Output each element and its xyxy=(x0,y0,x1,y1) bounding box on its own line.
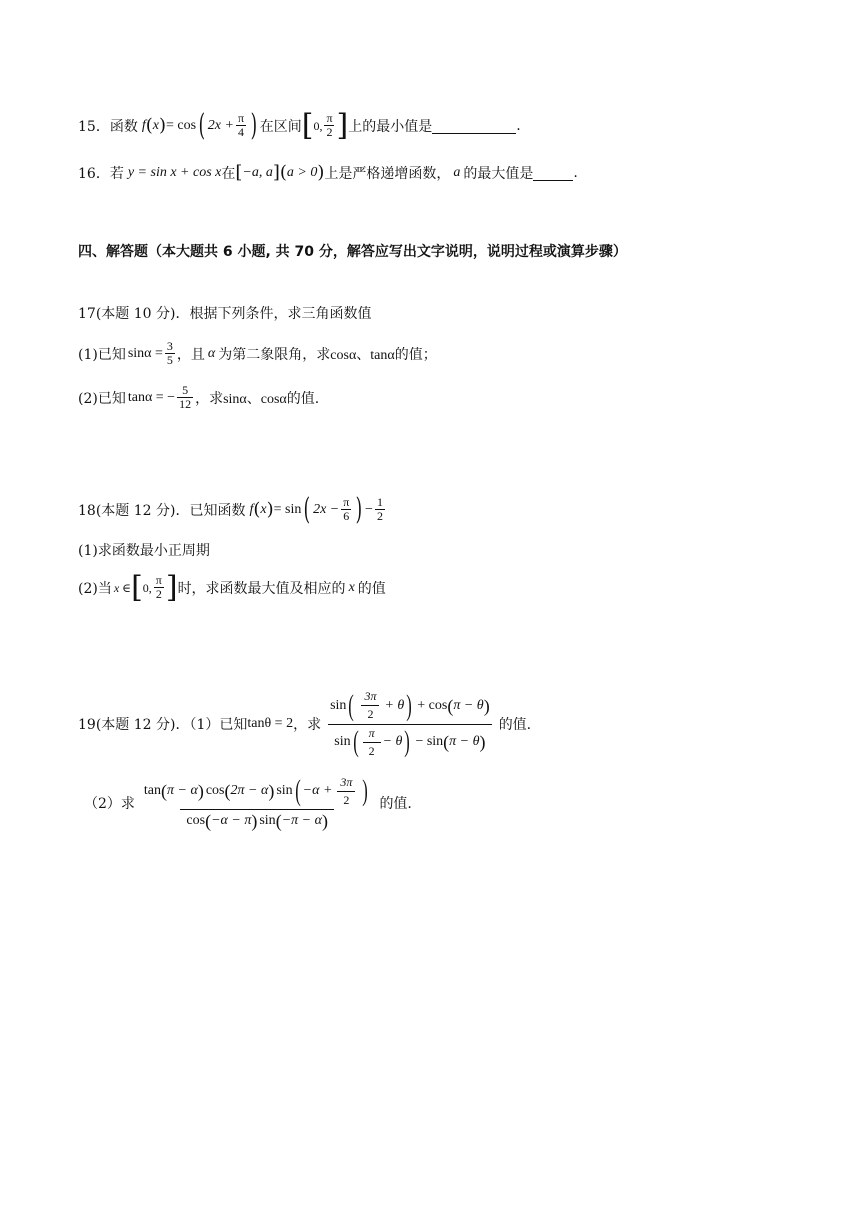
q15-pi-over-4 xyxy=(236,112,246,140)
q18-frac-den: 6 xyxy=(343,509,350,524)
q19-p2-tan-close: ) xyxy=(197,781,204,802)
q15-frac-den: 4 xyxy=(237,125,244,140)
q17-p2-num: 5 xyxy=(182,383,189,397)
q19-p2-3pi-over-2 xyxy=(334,776,358,808)
q19-p2-denominator xyxy=(180,809,334,830)
section-title: 四、解答题（本大题共 6 小题, 共 70 分，解答应写出文字说明，说明过程或演算步骤） xyxy=(78,244,627,260)
q18-bigparen-close: ) xyxy=(355,492,363,527)
q19-num-2: 2 xyxy=(361,705,379,722)
q16-paren-open: ( xyxy=(279,162,287,183)
q19-den-sin: sin xyxy=(334,734,351,750)
q17-p1-alpha: α xyxy=(207,346,216,361)
q19-num-cos-open: ( xyxy=(447,695,454,716)
q17-p1-b: ，且 xyxy=(176,347,205,363)
q17-p1-num: 3 xyxy=(166,339,173,353)
q18-head-a: 18(本题 12 分)．已知函数 xyxy=(78,503,246,519)
q19-p2-numerator xyxy=(138,776,377,810)
q15-mid: 在区间 xyxy=(259,119,302,135)
q15-frac-num: π xyxy=(237,111,245,125)
q15-bracket-open: [ xyxy=(301,108,314,143)
q19-den-minus-theta: − θ xyxy=(382,734,403,750)
q19-p2-d-sin-close: ) xyxy=(321,811,328,832)
q15-answer-blank[interactable] xyxy=(432,119,516,134)
q19-num-3pi: 3π xyxy=(364,688,377,703)
q15-frac2-den: 2 xyxy=(326,125,333,140)
q19-denominator xyxy=(328,724,491,759)
q15-bigparen-close: ) xyxy=(250,108,258,143)
q19-den-pi-minus-theta: π − θ xyxy=(449,734,480,750)
q19-p2-a: （2）求 xyxy=(84,796,135,812)
q19-num-paren-open: ( xyxy=(348,688,355,722)
q16-interval: −a, a xyxy=(242,165,273,180)
q19-num-3pi-over-2 xyxy=(358,690,382,722)
q18-p2-c: 的值 xyxy=(357,581,386,597)
q18-p2-den: 2 xyxy=(155,587,162,602)
q18-p2-pi-over-2 xyxy=(154,574,164,602)
q18-minus: − xyxy=(365,502,373,517)
q19-p2-d-arg1: −α − π xyxy=(211,813,252,829)
q17-p2-tan: tanα = − xyxy=(127,390,176,405)
q19-p2-tan-open: ( xyxy=(161,781,168,802)
q17-p2-a: (2)已知 xyxy=(78,391,126,407)
question-18-head xyxy=(78,490,387,530)
q16-end: . xyxy=(573,165,578,181)
q17-p2-den: 12 xyxy=(179,397,192,412)
q15-paren-close: ) xyxy=(158,115,166,136)
q18-f: f xyxy=(249,502,254,517)
q16-bracket-close: ] xyxy=(272,162,280,183)
question-18-part2 xyxy=(78,570,386,606)
q16-mid1: 在 xyxy=(221,166,236,182)
q19-den-2: 2 xyxy=(363,742,381,759)
q16-paren-close: ) xyxy=(317,162,325,183)
q18-paren-open: ( xyxy=(253,499,261,520)
q15-pi-over-2 xyxy=(324,112,334,140)
q15-number: 15． xyxy=(78,119,110,135)
q19-tail: 的值. xyxy=(498,717,532,733)
q18-half-num: 1 xyxy=(376,495,383,509)
q19-num-sin: sin xyxy=(330,697,347,713)
q17-p2-frac xyxy=(177,384,193,412)
q18-p2-a: (2)当 xyxy=(78,581,112,597)
q16-lead: 若 xyxy=(109,166,124,182)
q19-num-plus-cos: + cos xyxy=(417,697,448,713)
q17-p1-den: 5 xyxy=(166,353,173,368)
question-19-part2 xyxy=(84,770,412,836)
q18-p2-bracket-open: [ xyxy=(131,570,143,605)
q18-half-den: 2 xyxy=(376,509,383,524)
q19-p2-d-sin-open: ( xyxy=(275,811,282,832)
q19-den-paren-close: ) xyxy=(404,725,411,759)
question-17-part2 xyxy=(78,378,319,418)
q18-x: x xyxy=(260,502,267,517)
question-18-part1 xyxy=(78,539,210,561)
q19-den-sin-open: ( xyxy=(443,732,450,753)
q17-p1-e: 的值； xyxy=(394,347,437,363)
q18-p2-num: π xyxy=(155,573,162,587)
q17-head: 17(本题 10 分)．根据下列条件，求三角函数值 xyxy=(78,306,372,322)
q16-number: 16． xyxy=(78,166,110,182)
q15-paren-open: ( xyxy=(145,115,153,136)
q17-p2-d: 的值. xyxy=(286,391,320,407)
q16-answer-blank[interactable] xyxy=(533,166,573,181)
q19-den-paren-open: ( xyxy=(352,725,359,759)
q15-arg: 2x + xyxy=(207,118,234,133)
q19-p2-minus-a-plus: −α + xyxy=(302,783,333,799)
q19-den-pi: π xyxy=(368,725,375,740)
q15-x: x xyxy=(152,118,159,133)
q19-num-paren-close: ) xyxy=(406,688,413,722)
q15-lead: 函数 xyxy=(109,119,138,135)
question-17-part1 xyxy=(78,334,437,374)
q16-a: a xyxy=(453,165,461,180)
q17-p1-d: cosα、tanα xyxy=(330,348,395,363)
q15-end: . xyxy=(516,118,521,134)
q18-p2-zero: 0, xyxy=(142,580,152,595)
q19-num-pi-minus-theta: π − θ xyxy=(453,697,484,713)
q15-frac2-num: π xyxy=(326,111,333,125)
q19-p2-sin: sin xyxy=(276,783,293,799)
q19-p2-tail: 的值. xyxy=(379,796,412,812)
q19-den-pi-over-2 xyxy=(363,727,381,759)
section-heading xyxy=(78,240,627,262)
q17-p1-c: 为第二象限角，求 xyxy=(218,347,331,363)
q17-p1-a: (1)已知 xyxy=(78,347,126,363)
q17-p1-frac xyxy=(165,340,175,368)
question-15 xyxy=(78,108,521,144)
q16-expr: y = sin x + cos x xyxy=(127,165,222,180)
q19-p2-2: 2 xyxy=(337,791,355,808)
q18-p2-bracket-close: ] xyxy=(165,570,178,605)
q15-zero: 0, xyxy=(313,118,323,133)
q16-bracket-open: [ xyxy=(235,162,243,183)
q16-cond: a > 0 xyxy=(286,165,318,180)
q18-p2-xv: x xyxy=(348,580,355,595)
q19-big-fraction xyxy=(324,690,496,759)
q19-den-minus-sin: − sin xyxy=(415,734,444,750)
q15-tail: 上的最小值是 xyxy=(348,119,433,135)
q19-p2-d-cos-close: ) xyxy=(251,811,258,832)
question-19-head xyxy=(78,682,531,766)
q16-tail: 的最大值是 xyxy=(463,166,534,182)
q19-p2-d-arg2: −π − α xyxy=(281,813,322,829)
q19-p2-sin-close: ) xyxy=(362,774,369,808)
q19-tan-eq: tanθ = 2 xyxy=(247,716,294,731)
q19-p2-3pi: 3π xyxy=(340,774,353,789)
q19-p2-d-cos: cos xyxy=(186,813,206,829)
q15-eq-cos: = cos xyxy=(166,118,197,133)
q18-arg: 2x − xyxy=(313,502,340,517)
q19-head-b: ，求 xyxy=(293,717,322,733)
q19-p2-pi-minus-a: π − α xyxy=(167,783,198,799)
q18-eq-sin: = sin xyxy=(273,502,302,517)
q16-mid2: 上是严格递增函数， xyxy=(324,166,451,182)
q15-bigparen-open: ( xyxy=(198,108,206,143)
q18-p1: (1)求函数最小正周期 xyxy=(78,543,210,559)
q19-p2-d-cos-open: ( xyxy=(205,811,212,832)
q19-num-cos-close: ) xyxy=(483,695,490,716)
q18-one-half xyxy=(375,496,385,524)
q19-p2-cos: cos xyxy=(205,783,225,799)
q17-p2-b: ，求 xyxy=(195,391,224,407)
q19-p2-fraction xyxy=(138,776,377,831)
q19-p2-tan: tan xyxy=(143,783,162,799)
q19-num-plus-theta: + θ xyxy=(384,697,405,713)
q19-p2-2pi-minus-a: 2π − α xyxy=(230,783,269,799)
q19-p2-cos-open: ( xyxy=(224,781,231,802)
q18-p2-b: 时，求函数最大值及相应的 xyxy=(177,581,346,597)
q18-p2-x: x ∈ xyxy=(113,580,132,595)
q19-numerator xyxy=(324,690,496,724)
q17-p2-c: sinα、cosα xyxy=(223,392,287,407)
q18-bigparen-open: ( xyxy=(303,492,311,527)
question-16 xyxy=(78,160,578,186)
question-17-head xyxy=(78,302,371,324)
q19-p2-cos-close: ) xyxy=(268,781,275,802)
q18-paren-close: ) xyxy=(266,499,274,520)
q17-p1-sin: sinα = xyxy=(127,346,163,361)
q18-frac-num: π xyxy=(343,495,350,509)
q19-p2-sin-open: ( xyxy=(294,774,301,808)
q19-head-a: 19(本题 12 分)．（1）已知 xyxy=(78,717,248,733)
q15-f: f xyxy=(141,118,146,133)
q18-pi-over-6 xyxy=(341,496,351,524)
q19-den-sin-close: ) xyxy=(479,732,486,753)
q19-p2-d-sin: sin xyxy=(259,813,276,829)
q15-bracket-close: ] xyxy=(336,108,349,143)
